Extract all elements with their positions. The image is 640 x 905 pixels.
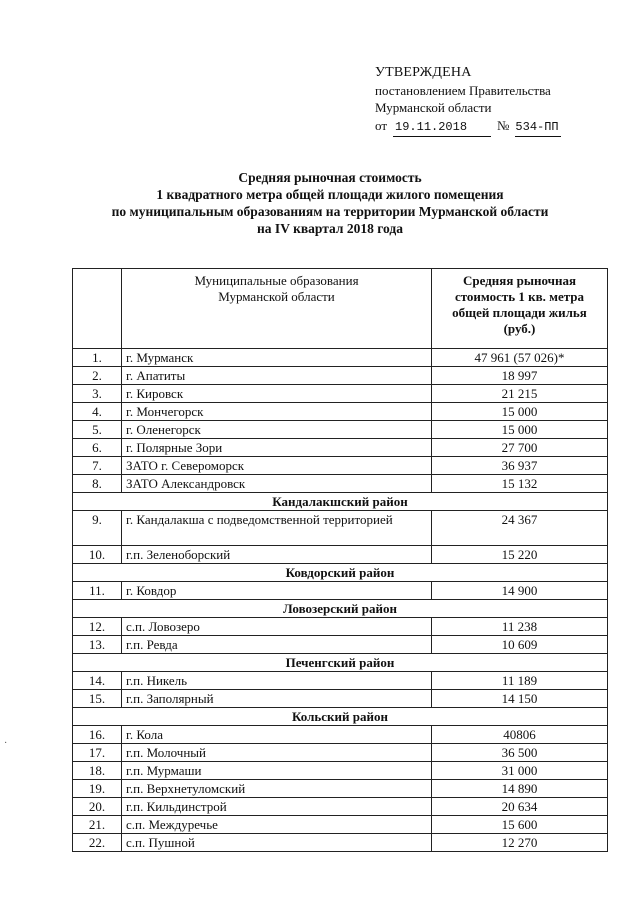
row-name: г. Ковдор [122, 582, 432, 600]
row-value: 21 215 [432, 385, 608, 403]
row-number: 14. [73, 672, 122, 690]
table-row [73, 367, 608, 385]
row-name: г.п. Никель [122, 672, 432, 690]
number-prefix: № [497, 117, 510, 133]
row-name: г. Мончегорск [122, 403, 432, 421]
table-row [73, 762, 608, 780]
row-name: г. Мурманск [122, 349, 432, 367]
row-value: 36 937 [432, 457, 608, 475]
price-table [72, 268, 608, 852]
row-value: 24 367 [432, 511, 608, 546]
row-name: ЗАТО г. Североморск [122, 457, 432, 475]
approval-number: 534-ПП [515, 119, 561, 138]
row-value: 15 132 [432, 475, 608, 493]
margin-mark: · [4, 738, 8, 749]
row-value: 14 890 [432, 780, 608, 798]
row-number: 16. [73, 726, 122, 744]
row-number: 15. [73, 690, 122, 708]
row-number: 9. [73, 511, 122, 546]
header-name-cell: Муниципальные образования Мурманской области [122, 269, 432, 349]
row-value: 15 600 [432, 816, 608, 834]
section-row [73, 600, 608, 618]
row-value: 11 189 [432, 672, 608, 690]
row-value: 15 000 [432, 403, 608, 421]
table-row [73, 439, 608, 457]
table-row [73, 672, 608, 690]
row-value: 15 000 [432, 421, 608, 439]
table-row [73, 475, 608, 493]
row-number: 13. [73, 636, 122, 654]
header-number-cell [73, 269, 122, 349]
row-value: 20 634 [432, 798, 608, 816]
row-name: г.п. Заполярный [122, 690, 432, 708]
table-row [73, 511, 608, 546]
table-row [73, 349, 608, 367]
row-name: г.п. Ревда [122, 636, 432, 654]
row-name: г. Кандалакша с подведомственной территорией [122, 511, 432, 546]
row-number: 2. [73, 367, 122, 385]
row-name: г. Полярные Зори [122, 439, 432, 457]
table-row [73, 385, 608, 403]
table-row [73, 582, 608, 600]
section-row [73, 708, 608, 726]
table-row [73, 457, 608, 475]
table-body [73, 349, 608, 852]
row-number: 11. [73, 582, 122, 600]
row-value: 14 900 [432, 582, 608, 600]
row-name: г.п. Молочный [122, 744, 432, 762]
section-title: Кандалакшский район [73, 493, 608, 511]
row-number: 4. [73, 403, 122, 421]
row-number: 8. [73, 475, 122, 493]
row-value: 31 000 [432, 762, 608, 780]
approval-line-2: Мурманской области [375, 100, 492, 115]
date-prefix: от [375, 117, 388, 133]
row-value: 40806 [432, 726, 608, 744]
table-row [73, 403, 608, 421]
row-number: 6. [73, 439, 122, 457]
section-title: Кольский район [73, 708, 608, 726]
row-name: г. Оленегорск [122, 421, 432, 439]
table-row [73, 726, 608, 744]
row-number: 22. [73, 834, 122, 852]
header-value-cell: Средняя рыночная стоимость 1 кв. метра общей площади жилья (руб.) [432, 269, 608, 349]
row-name: г.п. Кильдинстрой [122, 798, 432, 816]
approval-date: 19.11.2018 [393, 119, 491, 138]
section-row [73, 654, 608, 672]
document-title [60, 169, 600, 237]
table-header-row [73, 269, 608, 349]
row-value: 27 700 [432, 439, 608, 457]
row-value: 11 238 [432, 618, 608, 636]
title-line-2: 1 квадратного метра общей площади жилого помещения [156, 187, 504, 202]
row-value: 10 609 [432, 636, 608, 654]
table-row [73, 834, 608, 852]
row-number: 20. [73, 798, 122, 816]
row-name: с.п. Пушной [122, 834, 432, 852]
table-row [73, 816, 608, 834]
row-number: 10. [73, 546, 122, 564]
approval-heading: УТВЕРЖДЕНА [375, 65, 472, 80]
row-number: 3. [73, 385, 122, 403]
table-row [73, 636, 608, 654]
row-name: с.п. Ловозеро [122, 618, 432, 636]
section-row [73, 564, 608, 582]
row-value: 14 150 [432, 690, 608, 708]
table-row [73, 421, 608, 439]
row-name: с.п. Междуречье [122, 816, 432, 834]
approval-date-line [375, 117, 561, 138]
row-name: г. Кировск [122, 385, 432, 403]
table-row [73, 744, 608, 762]
row-name: г. Кола [122, 726, 432, 744]
row-number: 18. [73, 762, 122, 780]
section-title: Ловозерский район [73, 600, 608, 618]
row-name: г.п. Мурмаши [122, 762, 432, 780]
row-value: 36 500 [432, 744, 608, 762]
table-row [73, 798, 608, 816]
table-row [73, 546, 608, 564]
table-row [73, 690, 608, 708]
table-row [73, 780, 608, 798]
row-value: 18 997 [432, 367, 608, 385]
row-value: 47 961 (57 026)* [432, 349, 608, 367]
row-name: г. Апатиты [122, 367, 432, 385]
row-number: 21. [73, 816, 122, 834]
row-name: г.п. Зеленоборский [122, 546, 432, 564]
row-number: 17. [73, 744, 122, 762]
section-title: Печенгский район [73, 654, 608, 672]
row-name: г.п. Верхнетуломский [122, 780, 432, 798]
row-number: 5. [73, 421, 122, 439]
title-line-1: Средняя рыночная стоимость [238, 170, 422, 185]
row-number: 7. [73, 457, 122, 475]
row-value: 12 270 [432, 834, 608, 852]
table-row [73, 618, 608, 636]
approval-block [375, 64, 561, 137]
section-row [73, 493, 608, 511]
section-title: Ковдорский район [73, 564, 608, 582]
approval-line-1: постановлением Правительства [375, 82, 551, 98]
row-number: 12. [73, 618, 122, 636]
title-line-4: на IV квартал 2018 года [257, 221, 403, 236]
row-value: 15 220 [432, 546, 608, 564]
title-line-3: по муниципальным образованиям на территории Мурманской области [111, 204, 549, 219]
row-name: ЗАТО Александровск [122, 475, 432, 493]
row-number: 19. [73, 780, 122, 798]
row-number: 1. [73, 349, 122, 367]
